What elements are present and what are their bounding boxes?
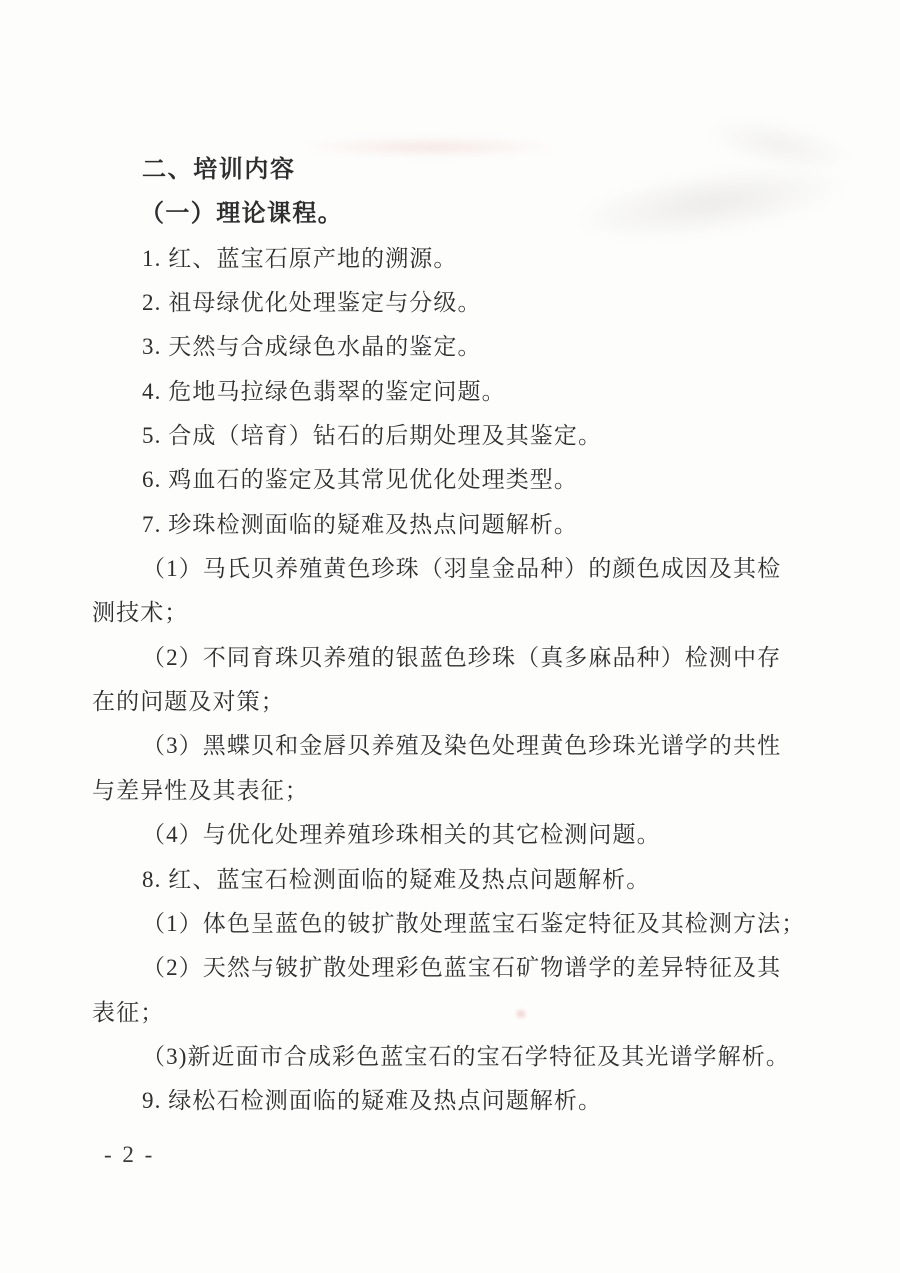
- text-line: （2）天然与铍扩散处理彩色蓝宝石矿物谱学的差异特征及其: [142, 955, 782, 981]
- text-line: 7. 珍珠检测面临的疑难及热点问题解析。: [142, 511, 578, 537]
- text-line: （4）与优化处理养殖珍珠相关的其它检测问题。: [142, 822, 661, 848]
- page-number: - 2 -: [104, 1142, 155, 1167]
- subsection-heading: （一）理论课程。: [140, 201, 344, 228]
- text-line: （1）体色呈蓝色的铍扩散处理蓝宝石鉴定特征及其检测方法；: [142, 910, 806, 936]
- text-line: 1. 红、蓝宝石原产地的溯源。: [142, 245, 458, 271]
- text-line: 在的问题及对策；: [92, 689, 285, 715]
- document-body: [0, 148, 900, 1124]
- text-line: 5. 合成（培育）钻石的后期处理及其鉴定。: [142, 423, 603, 449]
- text-line: （3）黑蝶贝和金唇贝养殖及染色处理黄色珍珠光谱学的共性: [142, 733, 782, 759]
- text-line: （2）不同育珠贝养殖的银蓝色珍珠（真多麻品种）检测中存: [142, 644, 782, 670]
- text-line: 2. 祖母绿优化处理鉴定与分级。: [142, 290, 482, 316]
- section-heading: 二、培训内容: [142, 156, 296, 183]
- text-line: 4. 危地马拉绿色翡翠的鉴定问题。: [142, 378, 506, 404]
- text-line: （1）马氏贝养殖黄色珍珠（羽皇金品种）的颜色成因及其检: [142, 556, 782, 582]
- text-line: 测技术；: [92, 600, 189, 626]
- text-line: 9. 绿松石检测面临的疑难及热点问题解析。: [142, 1088, 603, 1114]
- text-line: 8. 红、蓝宝石检测面临的疑难及热点问题解析。: [142, 866, 651, 892]
- text-line: 3. 天然与合成绿色水晶的鉴定。: [142, 334, 482, 360]
- text-line: 表征；: [92, 999, 165, 1025]
- text-line: （3)新近面市合成彩色蓝宝石的宝石学特征及其光谱学解析。: [142, 1043, 790, 1069]
- text-line: 与差异性及其表征；: [92, 777, 309, 803]
- text-line: 6. 鸡血石的鉴定及其常见优化处理类型。: [142, 467, 578, 493]
